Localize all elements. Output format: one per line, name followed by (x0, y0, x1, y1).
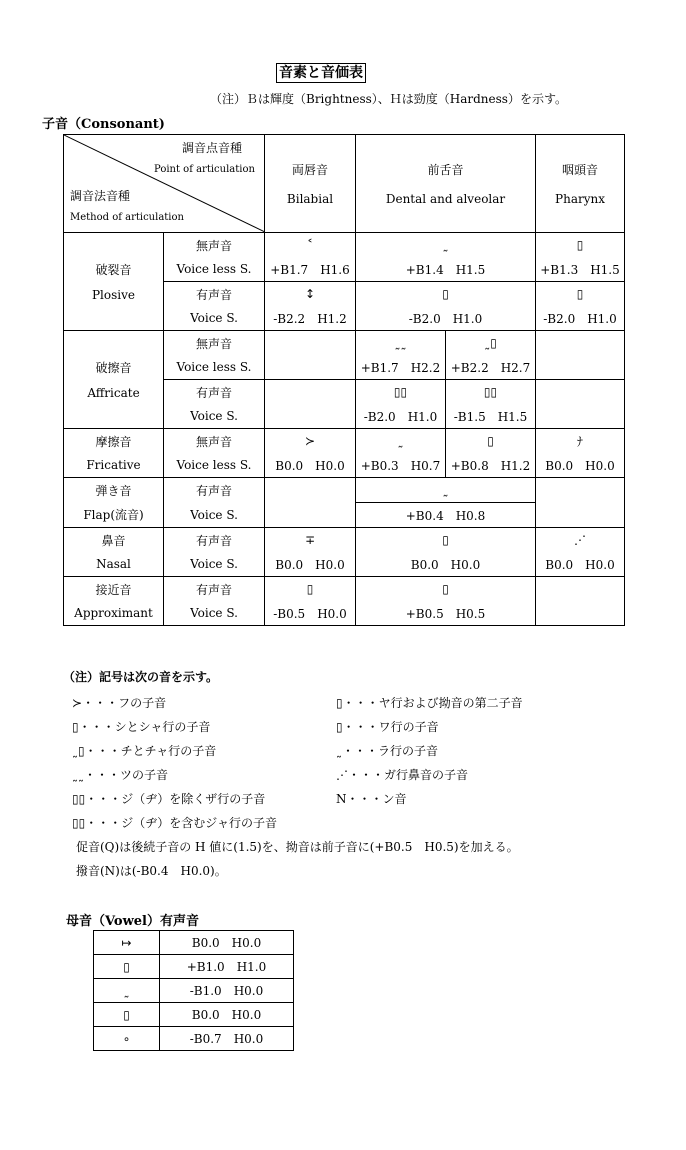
affricate-dental2-vl-symbol: ˷▯ (446, 331, 536, 356)
manner-fricative-en: Fricative (64, 453, 164, 478)
flap-bilabial-empty (265, 478, 356, 528)
affricate-row-1 (64, 331, 625, 356)
vowel-heading: 母音（Vowel）有声音 (66, 914, 199, 929)
plosive-bilabial-vl-symbol: ˂ (265, 233, 356, 258)
voiceless-label-en: Voice less S. (164, 257, 265, 282)
voiced-label-en: Voice S. (164, 552, 265, 577)
plosive-pharynx-vl-value: +B1.3 H1.5 (536, 257, 625, 282)
flap-pharynx-empty (536, 478, 625, 528)
consonant-heading: 子音（Consonant) (42, 117, 165, 132)
approximant-dental-symbol: ▯ (356, 577, 536, 602)
plosive-row-1 (64, 233, 625, 258)
fricative-row-1 (64, 429, 625, 454)
symbol-note-right-5: N・・・ン音 (336, 792, 407, 806)
consonant-header-row (64, 135, 625, 233)
nasal-bilabial-symbol: ∓ (265, 528, 356, 553)
vowel-row (94, 955, 294, 979)
vowel-symbol: ˷ (94, 979, 160, 1003)
fricative-dental2-value: +B0.8 H1.2 (446, 453, 536, 478)
fricative-row-2 (64, 453, 625, 478)
flap-dental-value: +B0.4 H0.8 (356, 503, 536, 528)
affricate-dental2-v-value: -B1.5 H1.5 (446, 404, 536, 429)
symbol-note-left-3: ˷▯・・・チとチャ行の子音 (72, 744, 217, 758)
voiced-label-jp: 有声音 (164, 528, 265, 553)
flap-dental-symbol: ˷ (356, 478, 536, 503)
approximant-bilabial-symbol: ▯ (265, 577, 356, 602)
plosive-bilabial-v-symbol: ↕ (265, 282, 356, 307)
manner-nasal-en: Nasal (64, 552, 164, 577)
affricate-pharynx-v-empty (536, 380, 625, 429)
voiceless-label-jp: 無声音 (164, 331, 265, 356)
voiced-label-jp: 有声音 (164, 380, 265, 405)
nasal-dental-value: B0.0 H0.0 (356, 552, 536, 577)
plosive-dental-v-value: -B2.0 H1.0 (356, 306, 536, 331)
fricative-pharynx-value: B0.0 H0.0 (536, 453, 625, 478)
hatsuon-note: 撥音(N)は(-B0.4 H0.0)。 (76, 864, 227, 878)
symbol-note-right-3: ˷・・・ラ行の子音 (336, 744, 439, 758)
vowel-symbol: ▯ (94, 1003, 160, 1027)
vowel-symbol: ∘ (94, 1027, 160, 1051)
manner-plosive: 破裂音 Plosive (64, 233, 164, 331)
point-of-articulation-jp: 調音点音種 (182, 141, 243, 155)
brightness-hardness-note: （注）Ｂは輝度（Brightness）、Ｈは勁度（Hardness）を示す。 (210, 92, 567, 106)
voiceless-label-jp: 無声音 (164, 429, 265, 454)
affricate-dental1-vl-symbol: ˷˷ (356, 331, 446, 356)
symbol-notes-heading: （注）記号は次の音を示す。 (63, 670, 219, 684)
voiced-label-en: Voice S. (164, 404, 265, 429)
point-of-articulation-en: Point of articulation (154, 164, 255, 175)
manner-fricative-jp: 摩擦音 (64, 429, 164, 454)
approximant-pharynx-empty (536, 577, 625, 626)
col-header-dental: 前舌音 Dental and alveolar (356, 135, 536, 233)
symbol-note-left-4: ˷˷・・・ツの子音 (72, 768, 169, 782)
vowel-symbol: ▯ (94, 955, 160, 979)
vowel-symbol: ↦ (94, 931, 160, 955)
col-header-pharynx: 咽頭音 Pharynx (536, 135, 625, 233)
affricate-bilabial-v-empty (265, 380, 356, 429)
nasal-pharynx-symbol: ⋰ (536, 528, 625, 553)
voiced-label-en: Voice S. (164, 503, 265, 528)
symbol-note-right-1: ▯・・・ヤ行および拗音の第二子音 (336, 696, 523, 710)
voiced-label-jp: 有声音 (164, 577, 265, 602)
manner-approximant-jp: 接近音 (64, 577, 164, 602)
fricative-pharynx-symbol: ﾅ (536, 429, 625, 454)
manner-flap-jp: 弾き音 (64, 478, 164, 503)
voiced-label-jp: 有声音 (164, 282, 265, 307)
affricate-dental1-v-symbol: ▯▯ (356, 380, 446, 405)
voiced-label-en: Voice S. (164, 601, 265, 626)
diagonal-header-cell (64, 135, 265, 233)
vowel-table (93, 930, 294, 1051)
consonant-table (63, 134, 625, 626)
symbol-note-right-2: ▯・・・ワ行の子音 (336, 720, 439, 734)
voiceless-label-en: Voice less S. (164, 355, 265, 380)
fricative-bilabial-value: B0.0 H0.0 (265, 453, 356, 478)
plosive-pharynx-v-value: -B2.0 H1.0 (536, 306, 625, 331)
manner-affricate: 破擦音 Affricate (64, 331, 164, 429)
vowel-value: +B1.0 H1.0 (160, 955, 294, 979)
method-of-articulation-jp: 調音法音種 (70, 189, 131, 203)
plosive-dental-vl-symbol: ˷ (356, 233, 536, 258)
plosive-bilabial-vl-value: +B1.7 H1.6 (265, 257, 356, 282)
vowel-row (94, 931, 294, 955)
fricative-dental1-value: +B0.3 H0.7 (356, 453, 446, 478)
fricative-dental1-symbol: ˷ (356, 429, 446, 454)
plosive-pharynx-v-symbol: ▯ (536, 282, 625, 307)
flap-row-1 (64, 478, 625, 503)
vowel-value: B0.0 H0.0 (160, 931, 294, 955)
plosive-dental-vl-value: +B1.4 H1.5 (356, 257, 536, 282)
voiceless-label-en: Voice less S. (164, 453, 265, 478)
voiceless-label-jp: 無声音 (164, 233, 265, 258)
affricate-dental1-v-value: -B2.0 H1.0 (356, 404, 446, 429)
vowel-value: -B1.0 H0.0 (160, 979, 294, 1003)
nasal-row-2 (64, 552, 625, 577)
approximant-dental-value: +B0.5 H0.5 (356, 601, 536, 626)
symbol-note-left-5: ▯▯・・・ジ（ヂ）を除くザ行の子音 (72, 792, 266, 806)
approximant-bilabial-value: -B0.5 H0.0 (265, 601, 356, 626)
symbol-note-left-1: ≻・・・フの子音 (72, 696, 167, 710)
manner-flap-en: Flap(流音) (64, 503, 164, 528)
approximant-row-1 (64, 577, 625, 602)
affricate-pharynx-vl-empty (536, 331, 625, 380)
symbol-note-left-6: ▯▯・・・ジ（ヂ）を含むジャ行の子音 (72, 816, 277, 830)
plosive-dental-v-symbol: ▯ (356, 282, 536, 307)
affricate-dental2-vl-value: +B2.2 H2.7 (446, 355, 536, 380)
symbol-note-right-4: ⋰・・・ガ行鼻音の子音 (336, 768, 469, 782)
vowel-value: -B0.7 H0.0 (160, 1027, 294, 1051)
nasal-bilabial-value: B0.0 H0.0 (265, 552, 356, 577)
plosive-bilabial-v-value: -B2.2 H1.2 (265, 306, 356, 331)
vowel-row (94, 1003, 294, 1027)
affricate-bilabial-vl-empty (265, 331, 356, 380)
vowel-row (94, 1027, 294, 1051)
nasal-pharynx-value: B0.0 H0.0 (536, 552, 625, 577)
sokuon-note: 促音(Q)は後続子音の H 値に(1.5)を、拗音は前子音に(+B0.5 H0.5)を加える。 (76, 840, 519, 854)
voiced-label-en: Voice S. (164, 306, 265, 331)
vowel-row (94, 979, 294, 1003)
nasal-row-1 (64, 528, 625, 553)
method-of-articulation-en: Method of articulation (70, 212, 184, 223)
affricate-dental1-vl-value: +B1.7 H2.2 (356, 355, 446, 380)
manner-nasal-jp: 鼻音 (64, 528, 164, 553)
affricate-dental2-v-symbol: ▯▯ (446, 380, 536, 405)
nasal-dental-symbol: ▯ (356, 528, 536, 553)
voiced-label-jp: 有声音 (164, 478, 265, 503)
page-title: 音素と音価表 (276, 63, 366, 83)
symbol-note-left-2: ▯・・・シとシャ行の子音 (72, 720, 211, 734)
fricative-dental2-symbol: ▯ (446, 429, 536, 454)
plosive-pharynx-vl-symbol: ▯ (536, 233, 625, 258)
fricative-bilabial-symbol: ≻ (265, 429, 356, 454)
vowel-value: B0.0 H0.0 (160, 1003, 294, 1027)
col-header-bilabial: 両唇音 Bilabial (265, 135, 356, 233)
manner-approximant-en: Approximant (64, 601, 164, 626)
